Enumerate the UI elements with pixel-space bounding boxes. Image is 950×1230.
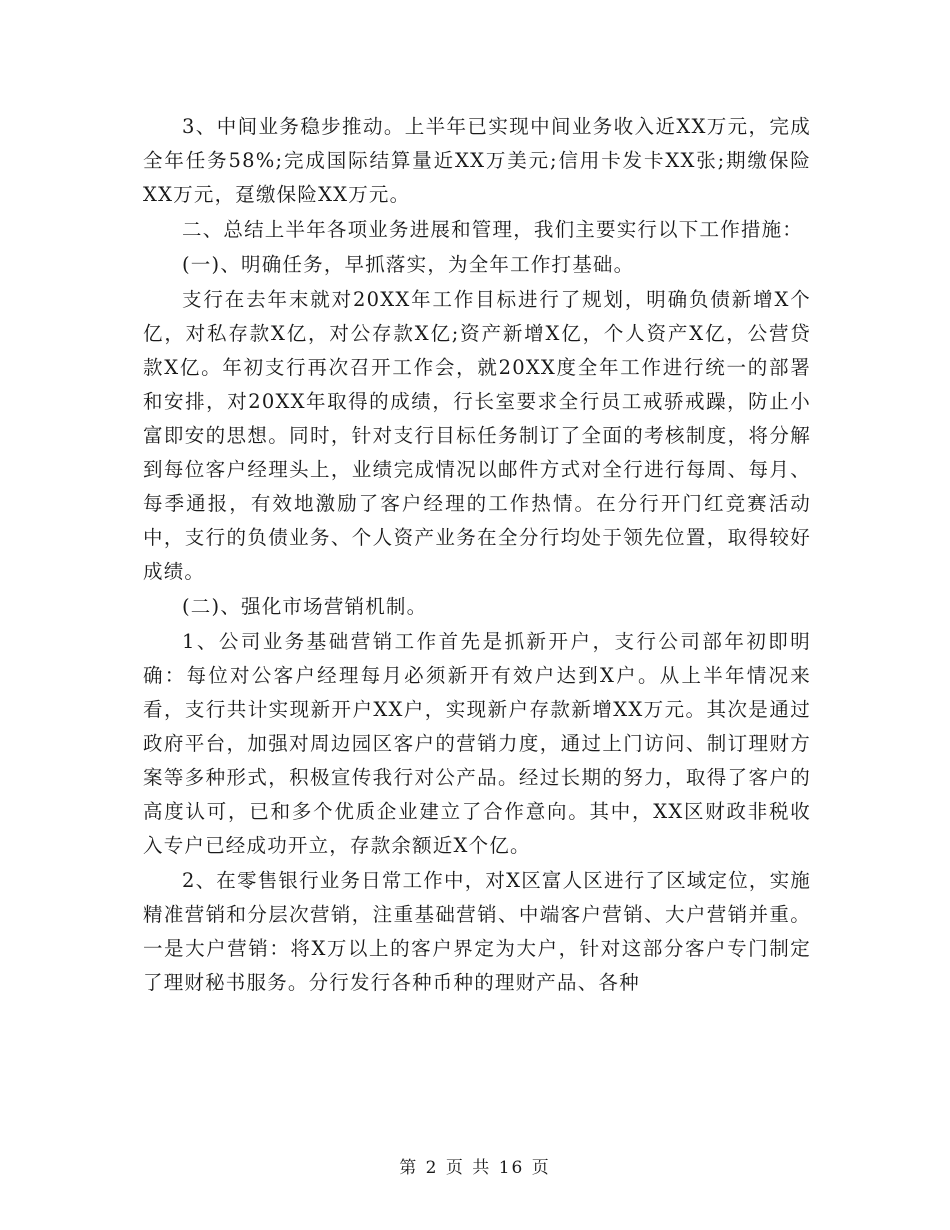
paragraph-intermediate-business: 3、中间业务稳步推动。上半年已实现中间业务收入近XX万元，完成全年任务58%;完成国际结算量近XX万美元;信用卡发卡XX张;期缴保险XX万元，趸缴保险XX万元。 xyxy=(143,115,811,206)
subheading-marketing-mechanism: (二)、强化市场营销机制。 xyxy=(182,595,428,618)
paragraph-section-two-heading: 二、总结上半年各项业务进展和管理，我们主要实行以下工作措施： xyxy=(182,218,804,241)
document-body xyxy=(143,110,811,1001)
paragraph-annual-planning: 支行在去年末就对20XX年工作目标进行了规划，明确负债新增X个亿，对私存款X亿，对公存款X亿;资产新增X亿，个人资产X亿，公营贷款X亿。年初支行再次召开工作会，就20XX度全年工作进行统一的部署和安排，对20XX年取得的成绩，行长室要求全行员工戒骄戒躁，防止小富即安的思想。同时，针对支行目标任务制订了全面的考核制度，将分解到每位客户经理头上，业绩完成情况以邮件方式对全行进行每周、每月、每季通报，有效地激励了客户经理的工作热情。在分行开门红竞赛活动中，支行的负债业务、个人资产业务在全分行均处于领先位置，取得较好成绩。 xyxy=(143,288,811,583)
paragraph-corporate-marketing: 1、公司业务基础营销工作首先是抓新开户，支行公司部年初即明确：每位对公客户经理每月必须新开有效户达到X户。从上半年情况来看，支行共计实现新开户XX户，实现新户存款新增XX万元。其次是通过政府平台，加强对周边园区客户的营销力度，通过上门访问、制订理财方案等多种形式，积极宣传我行对公产品。经过长期的努力，取得了客户的高度认可，已和多个优质企业建立了合作意向。其中，XX区财政非税收入专户已经成功开立，存款余额近X个亿。 xyxy=(143,630,811,857)
page-number-footer: 第 2 页 共 16 页 xyxy=(399,1158,551,1178)
subheading-clear-tasks: (一)、明确任务，早抓落实，为全年工作打基础。 xyxy=(182,253,635,276)
paragraph-retail-banking: 2、在零售银行业务日常工作中，对X区富人区进行了区域定位，实施精准营销和分层次营销，注重基础营销、中端客户营销、大户营销并重。一是大户营销：将X万以上的客户界定为大户，针对这部分客户专门制定了理财秘书服务。分行发行各种币种的理财产品、各种 xyxy=(143,869,811,994)
